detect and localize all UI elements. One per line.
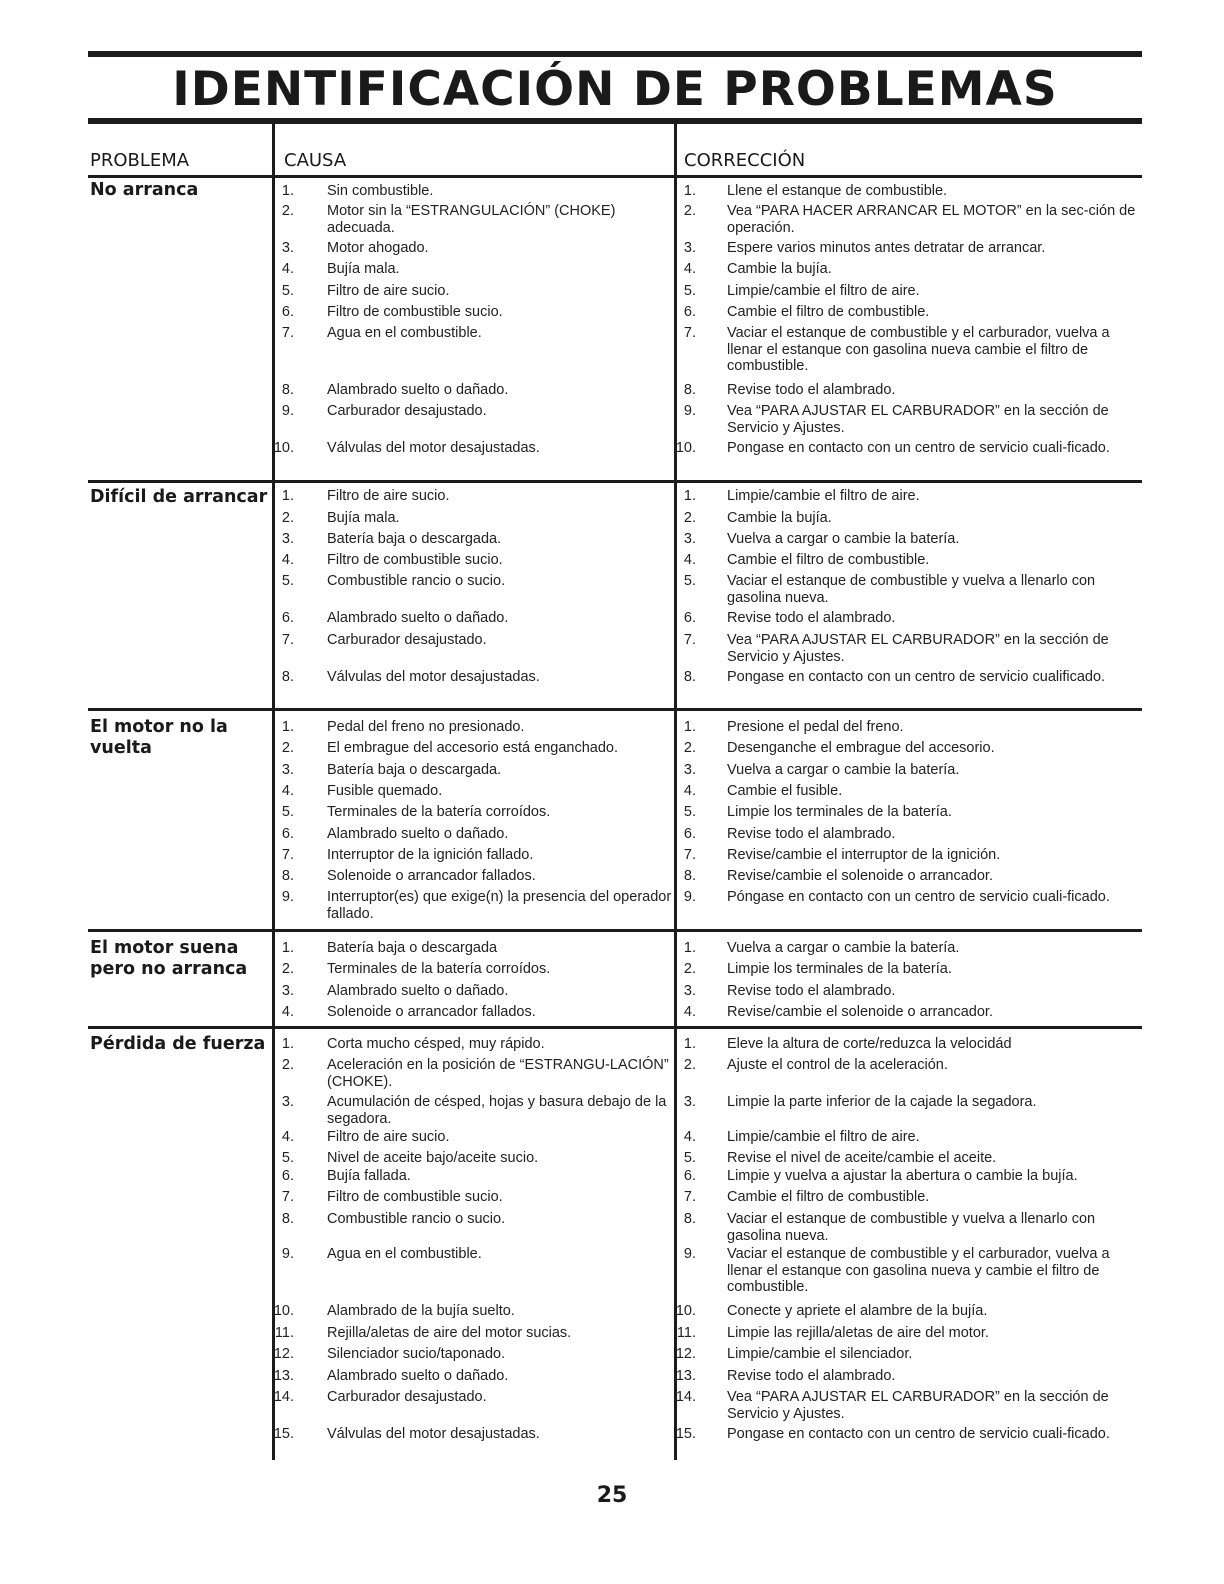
title-bottom-rule	[88, 118, 1142, 124]
correction-item-number: 4.	[683, 783, 696, 799]
cause-item-text: Motor sin la “ESTRANGULACIÓN” (CHOKE) adecuada.	[327, 203, 616, 236]
correction-item-number: 4.	[683, 261, 696, 277]
correction-item-number: 9.	[683, 889, 696, 905]
cause-item-text: Alambrado suelto o dañado.	[327, 610, 509, 626]
correction-item-number: 3.	[683, 1094, 696, 1110]
correction-item-text: Vaciar el estanque de combustible y el carburador, vuelva a llenar el estanque con gasolina nueva y cambie el filtro de combustible.	[727, 1246, 1110, 1295]
cause-item-number: 4.	[281, 261, 294, 277]
correction-item-number: 1.	[683, 1036, 696, 1052]
cause-item-number: 5.	[281, 1150, 294, 1166]
correction-item-text: Espere varios minutos antes detratar de arrancar.	[727, 240, 1046, 256]
cause-item-text: Filtro de combustible sucio.	[327, 1189, 503, 1205]
cause-item-text: Válvulas del motor desajustadas.	[327, 440, 540, 456]
cause-item-number: 8.	[281, 669, 294, 685]
cause-item-text: Alambrado suelto o dañado.	[327, 826, 509, 842]
correction-item-text: Presione el pedal del freno.	[727, 719, 904, 735]
correction-item-text: Limpie las rejilla/aletas de aire del motor.	[727, 1325, 989, 1341]
cause-item-number: 1.	[281, 940, 294, 956]
correction-item-number: 11.	[676, 1325, 696, 1341]
cause-item-text: Aceleración en la posición de “ESTRANGU-LACIÓN” (CHOKE).	[327, 1057, 669, 1090]
correction-item-text: Revise todo el alambrado.	[727, 610, 896, 626]
cause-item-number: 5.	[281, 573, 294, 589]
correction-item-number: 10.	[675, 1303, 696, 1319]
correction-item-text: Limpie/cambie el filtro de aire.	[727, 488, 920, 504]
cause-item-number: 1.	[281, 488, 294, 504]
correction-item-number: 1.	[683, 183, 696, 199]
cause-item-number: 4.	[281, 783, 294, 799]
correction-item-text: Cambie la bujía.	[727, 510, 832, 526]
correction-item-number: 1.	[683, 940, 696, 956]
correction-item-text: Pongase en contacto con un centro de servicio cualificado.	[727, 669, 1106, 685]
cause-item-text: Interruptor(es) que exige(n) la presencia del operador fallado.	[327, 889, 672, 922]
correction-item-number: 2.	[683, 1057, 696, 1073]
cause-item-text: Nivel de aceite bajo/aceite sucio.	[327, 1150, 539, 1166]
title-top-rule	[88, 51, 1142, 57]
correction-item-text: Cambie el fusible.	[727, 783, 843, 799]
cause-item-text: Acumulación de césped, hojas y basura debajo de la segadora.	[327, 1094, 667, 1127]
cause-item-number: 7.	[281, 325, 294, 341]
cause-item-text: Combustible rancio o sucio.	[327, 1211, 506, 1227]
section-rule	[88, 929, 1142, 932]
correction-item-text: Ajuste el control de la aceleración.	[727, 1057, 948, 1073]
cause-item-number: 13.	[273, 1368, 294, 1384]
correction-item-text: Revise todo el alambrado.	[727, 1368, 896, 1384]
cause-item-number: 5.	[281, 283, 294, 299]
cause-item-number: 14.	[273, 1389, 294, 1405]
cause-item-text: Fusible quemado.	[327, 783, 443, 799]
correction-item-text: Vuelva a cargar o cambie la batería.	[727, 762, 960, 778]
cause-item-number: 2.	[281, 510, 294, 526]
cause-item-number: 1.	[281, 719, 294, 735]
correction-item-text: Revise el nivel de aceite/cambie el aceite.	[727, 1150, 997, 1166]
correction-item-number: 15.	[675, 1426, 696, 1442]
correction-item-text: Limpie la parte inferior de la cajade la segadora.	[727, 1094, 1037, 1110]
correction-item-number: 5.	[683, 573, 696, 589]
correction-item-number: 12.	[675, 1346, 696, 1362]
cause-item-number: 1.	[281, 1036, 294, 1052]
correction-item-text: Revise/cambie el solenoide o arrancador.	[727, 868, 993, 884]
cause-item-number: 6.	[281, 610, 294, 626]
cause-item-text: El embrague del accesorio está enganchado.	[327, 740, 618, 756]
correction-item-number: 5.	[683, 283, 696, 299]
correction-item-text: Vaciar el estanque de combustible y el carburador, vuelva a llenar el estanque con gasolina nueva cambie el filtro de combustible.	[727, 325, 1110, 374]
cause-item-text: Alambrado suelto o dañado.	[327, 983, 509, 999]
correction-item-text: Cambie la bujía.	[727, 261, 832, 277]
cause-item-number: 8.	[281, 382, 294, 398]
cause-item-text: Bujía fallada.	[327, 1168, 411, 1184]
cause-item-number: 4.	[281, 1129, 294, 1145]
cause-item-text: Filtro de aire sucio.	[327, 488, 450, 504]
correction-item-number: 3.	[683, 531, 696, 547]
cause-item-number: 8.	[281, 1211, 294, 1227]
correction-item-text: Cambie el filtro de combustible.	[727, 304, 930, 320]
correction-item-number: 4.	[683, 1004, 696, 1020]
correction-item-text: Eleve la altura de corte/reduzca la velocidád	[727, 1036, 1012, 1052]
cause-item-text: Pedal del freno no presionado.	[327, 719, 525, 735]
page-title: IDENTIFICACIÓN DE PROBLEMAS	[172, 62, 1058, 117]
correction-item-number: 7.	[683, 1189, 696, 1205]
cause-item-number: 3.	[281, 983, 294, 999]
correction-item-text: Revise todo el alambrado.	[727, 983, 896, 999]
correction-item-text: Limpie los terminales de la batería.	[727, 961, 952, 977]
cause-item-text: Filtro de aire sucio.	[327, 1129, 450, 1145]
cause-item-number: 2.	[281, 203, 294, 219]
cause-item-number: 6.	[281, 1168, 294, 1184]
page-number: 25	[596, 1483, 628, 1508]
cause-item-number: 3.	[281, 762, 294, 778]
column-header-problem: PROBLEMA	[90, 150, 190, 171]
correction-item-text: Desenganche el embrague del accesorio.	[727, 740, 995, 756]
cause-item-number: 6.	[281, 304, 294, 320]
problem-label: El motor suena pero no arranca	[90, 938, 248, 979]
cause-item-number: 5.	[281, 804, 294, 820]
cause-item-number: 10.	[273, 440, 294, 456]
cause-item-number: 11.	[274, 1325, 294, 1341]
correction-item-number: 7.	[683, 325, 696, 341]
cause-item-number: 2.	[281, 961, 294, 977]
cause-item-number: 9.	[281, 889, 294, 905]
cause-item-text: Bujía mala.	[327, 261, 400, 277]
correction-item-text: Conecte y apriete el alambre de la bujía.	[727, 1303, 988, 1319]
cause-item-number: 3.	[281, 240, 294, 256]
cause-item-text: Motor ahogado.	[327, 240, 429, 256]
correction-item-number: 14.	[675, 1389, 696, 1405]
correction-item-number: 10.	[675, 440, 696, 456]
cause-item-number: 8.	[281, 868, 294, 884]
cause-item-text: Batería baja o descargada	[327, 940, 498, 956]
cause-item-text: Solenoide o arrancador fallados.	[327, 1004, 536, 1020]
correction-item-number: 1.	[683, 719, 696, 735]
correction-item-text: Limpie/cambie el filtro de aire.	[727, 1129, 920, 1145]
correction-item-number: 13.	[675, 1368, 696, 1384]
problem-label: No arranca	[90, 180, 199, 200]
correction-item-number: 7.	[683, 847, 696, 863]
cause-item-text: Silenciador sucio/taponado.	[327, 1346, 506, 1362]
section-rule	[88, 708, 1142, 711]
correction-item-number: 7.	[683, 632, 696, 648]
correction-item-number: 1.	[683, 488, 696, 504]
cause-item-text: Agua en el combustible.	[327, 325, 482, 341]
correction-item-number: 8.	[683, 868, 696, 884]
cause-item-text: Válvulas del motor desajustadas.	[327, 1426, 540, 1442]
correction-item-number: 4.	[683, 552, 696, 568]
correction-item-text: Vea “PARA AJUSTAR EL CARBURADOR” en la sección de Servicio y Ajustes.	[727, 403, 1109, 436]
cause-item-number: 7.	[281, 632, 294, 648]
correction-item-number: 9.	[683, 1246, 696, 1262]
section-rule	[88, 1026, 1142, 1029]
cause-item-text: Filtro de combustible sucio.	[327, 304, 503, 320]
cause-item-number: 10.	[273, 1303, 294, 1319]
cause-item-text: Corta mucho césped, muy rápido.	[327, 1036, 545, 1052]
correction-item-text: Vea “PARA HACER ARRANCAR EL MOTOR” en la sec-ción de operación.	[727, 203, 1136, 236]
cause-item-text: Rejilla/aletas de aire del motor sucias.	[327, 1325, 572, 1341]
cause-item-number: 9.	[281, 403, 294, 419]
correction-item-text: Vea “PARA AJUSTAR EL CARBURADOR” en la sección de Servicio y Ajustes.	[727, 632, 1109, 665]
cause-item-text: Solenoide o arrancador fallados.	[327, 868, 536, 884]
header-rule	[88, 175, 1142, 178]
cause-item-text: Carburador desajustado.	[327, 403, 487, 419]
cause-item-number: 7.	[281, 1189, 294, 1205]
cause-item-number: 6.	[281, 826, 294, 842]
problem-label: El motor no la vuelta	[90, 717, 228, 758]
cause-item-text: Combustible rancio o sucio.	[327, 573, 506, 589]
cause-item-text: Alambrado suelto o dañado.	[327, 382, 509, 398]
cause-item-number: 9.	[281, 1246, 294, 1262]
cause-item-text: Filtro de combustible sucio.	[327, 552, 503, 568]
cause-item-text: Carburador desajustado.	[327, 632, 487, 648]
cause-item-number: 1.	[281, 183, 294, 199]
correction-item-text: Revise/cambie el solenoide o arrancador.	[727, 1004, 993, 1020]
cause-item-number: 4.	[281, 552, 294, 568]
cause-item-text: Válvulas del motor desajustadas.	[327, 669, 540, 685]
column-header-correction: CORRECCIÓN	[684, 150, 806, 171]
correction-item-text: Vuelva a cargar o cambie la batería.	[727, 940, 960, 956]
correction-item-text: Llene el estanque de combustible.	[727, 183, 948, 199]
correction-item-number: 6.	[683, 610, 696, 626]
correction-item-number: 2.	[683, 510, 696, 526]
cause-item-number: 2.	[281, 1057, 294, 1073]
correction-item-text: Vaciar el estanque de combustible y vuelva a llenarlo con gasolina nueva.	[727, 1211, 1096, 1244]
correction-item-number: 9.	[683, 403, 696, 419]
column-header-cause: CAUSA	[284, 150, 347, 171]
problem-label: Pérdida de fuerza	[90, 1034, 266, 1054]
correction-item-number: 6.	[683, 1168, 696, 1184]
correction-item-number: 2.	[683, 203, 696, 219]
cause-item-text: Terminales de la batería corroídos.	[327, 961, 551, 977]
cause-item-text: Filtro de aire sucio.	[327, 283, 450, 299]
correction-item-number: 6.	[683, 304, 696, 320]
correction-item-number: 5.	[683, 1150, 696, 1166]
correction-item-number: 3.	[683, 240, 696, 256]
correction-item-number: 3.	[683, 762, 696, 778]
correction-item-number: 3.	[683, 983, 696, 999]
problem-label: Difícil de arrancar	[90, 487, 268, 507]
cause-item-text: Interruptor de la ignición fallado.	[327, 847, 534, 863]
correction-item-number: 2.	[683, 961, 696, 977]
cause-item-number: 3.	[281, 1094, 294, 1110]
correction-item-text: Pongase en contacto con un centro de servicio cuali-ficado.	[727, 440, 1110, 456]
correction-item-number: 6.	[683, 826, 696, 842]
correction-item-number: 4.	[683, 1129, 696, 1145]
correction-item-text: Revise/cambie el interruptor de la ignición.	[727, 847, 1001, 863]
cause-item-number: 12.	[273, 1346, 294, 1362]
cause-item-text: Batería baja o descargada.	[327, 762, 502, 778]
correction-item-text: Póngase en contacto con un centro de servicio cuali-ficado.	[727, 889, 1110, 905]
cause-item-text: Batería baja o descargada.	[327, 531, 502, 547]
correction-item-text: Cambie el filtro de combustible.	[727, 1189, 930, 1205]
correction-item-text: Limpie/cambie el silenciador.	[727, 1346, 913, 1362]
correction-item-number: 8.	[683, 669, 696, 685]
correction-item-number: 8.	[683, 1211, 696, 1227]
correction-item-text: Limpie y vuelva a ajustar la abertura o cambie la bujía.	[727, 1168, 1078, 1184]
correction-item-text: Vuelva a cargar o cambie la batería.	[727, 531, 960, 547]
correction-item-text: Pongase en contacto con un centro de servicio cuali-ficado.	[727, 1426, 1110, 1442]
cause-item-number: 2.	[281, 740, 294, 756]
cause-item-text: Terminales de la batería corroídos.	[327, 804, 551, 820]
correction-item-number: 5.	[683, 804, 696, 820]
section-rule	[88, 480, 1142, 483]
correction-item-text: Limpie/cambie el filtro de aire.	[727, 283, 920, 299]
correction-item-text: Vaciar el estanque de combustible y vuelva a llenarlo con gasolina nueva.	[727, 573, 1096, 606]
correction-item-text: Cambie el filtro de combustible.	[727, 552, 930, 568]
cause-item-number: 15.	[273, 1426, 294, 1442]
correction-item-number: 2.	[683, 740, 696, 756]
cause-item-text: Sin combustible.	[327, 183, 434, 199]
cause-item-text: Alambrado de la bujía suelto.	[327, 1303, 515, 1319]
cause-item-text: Bujía mala.	[327, 510, 400, 526]
cause-item-number: 3.	[281, 531, 294, 547]
cause-item-number: 4.	[281, 1004, 294, 1020]
correction-item-number: 8.	[683, 382, 696, 398]
correction-item-text: Limpie los terminales de la batería.	[727, 804, 952, 820]
cause-item-text: Agua en el combustible.	[327, 1246, 482, 1262]
correction-item-text: Revise todo el alambrado.	[727, 826, 896, 842]
cause-item-number: 7.	[281, 847, 294, 863]
correction-item-text: Vea “PARA AJUSTAR EL CARBURADOR” en la sección de Servicio y Ajustes.	[727, 1389, 1109, 1422]
cause-item-text: Alambrado suelto o dañado.	[327, 1368, 509, 1384]
cause-item-text: Carburador desajustado.	[327, 1389, 487, 1405]
correction-item-text: Revise todo el alambrado.	[727, 382, 896, 398]
